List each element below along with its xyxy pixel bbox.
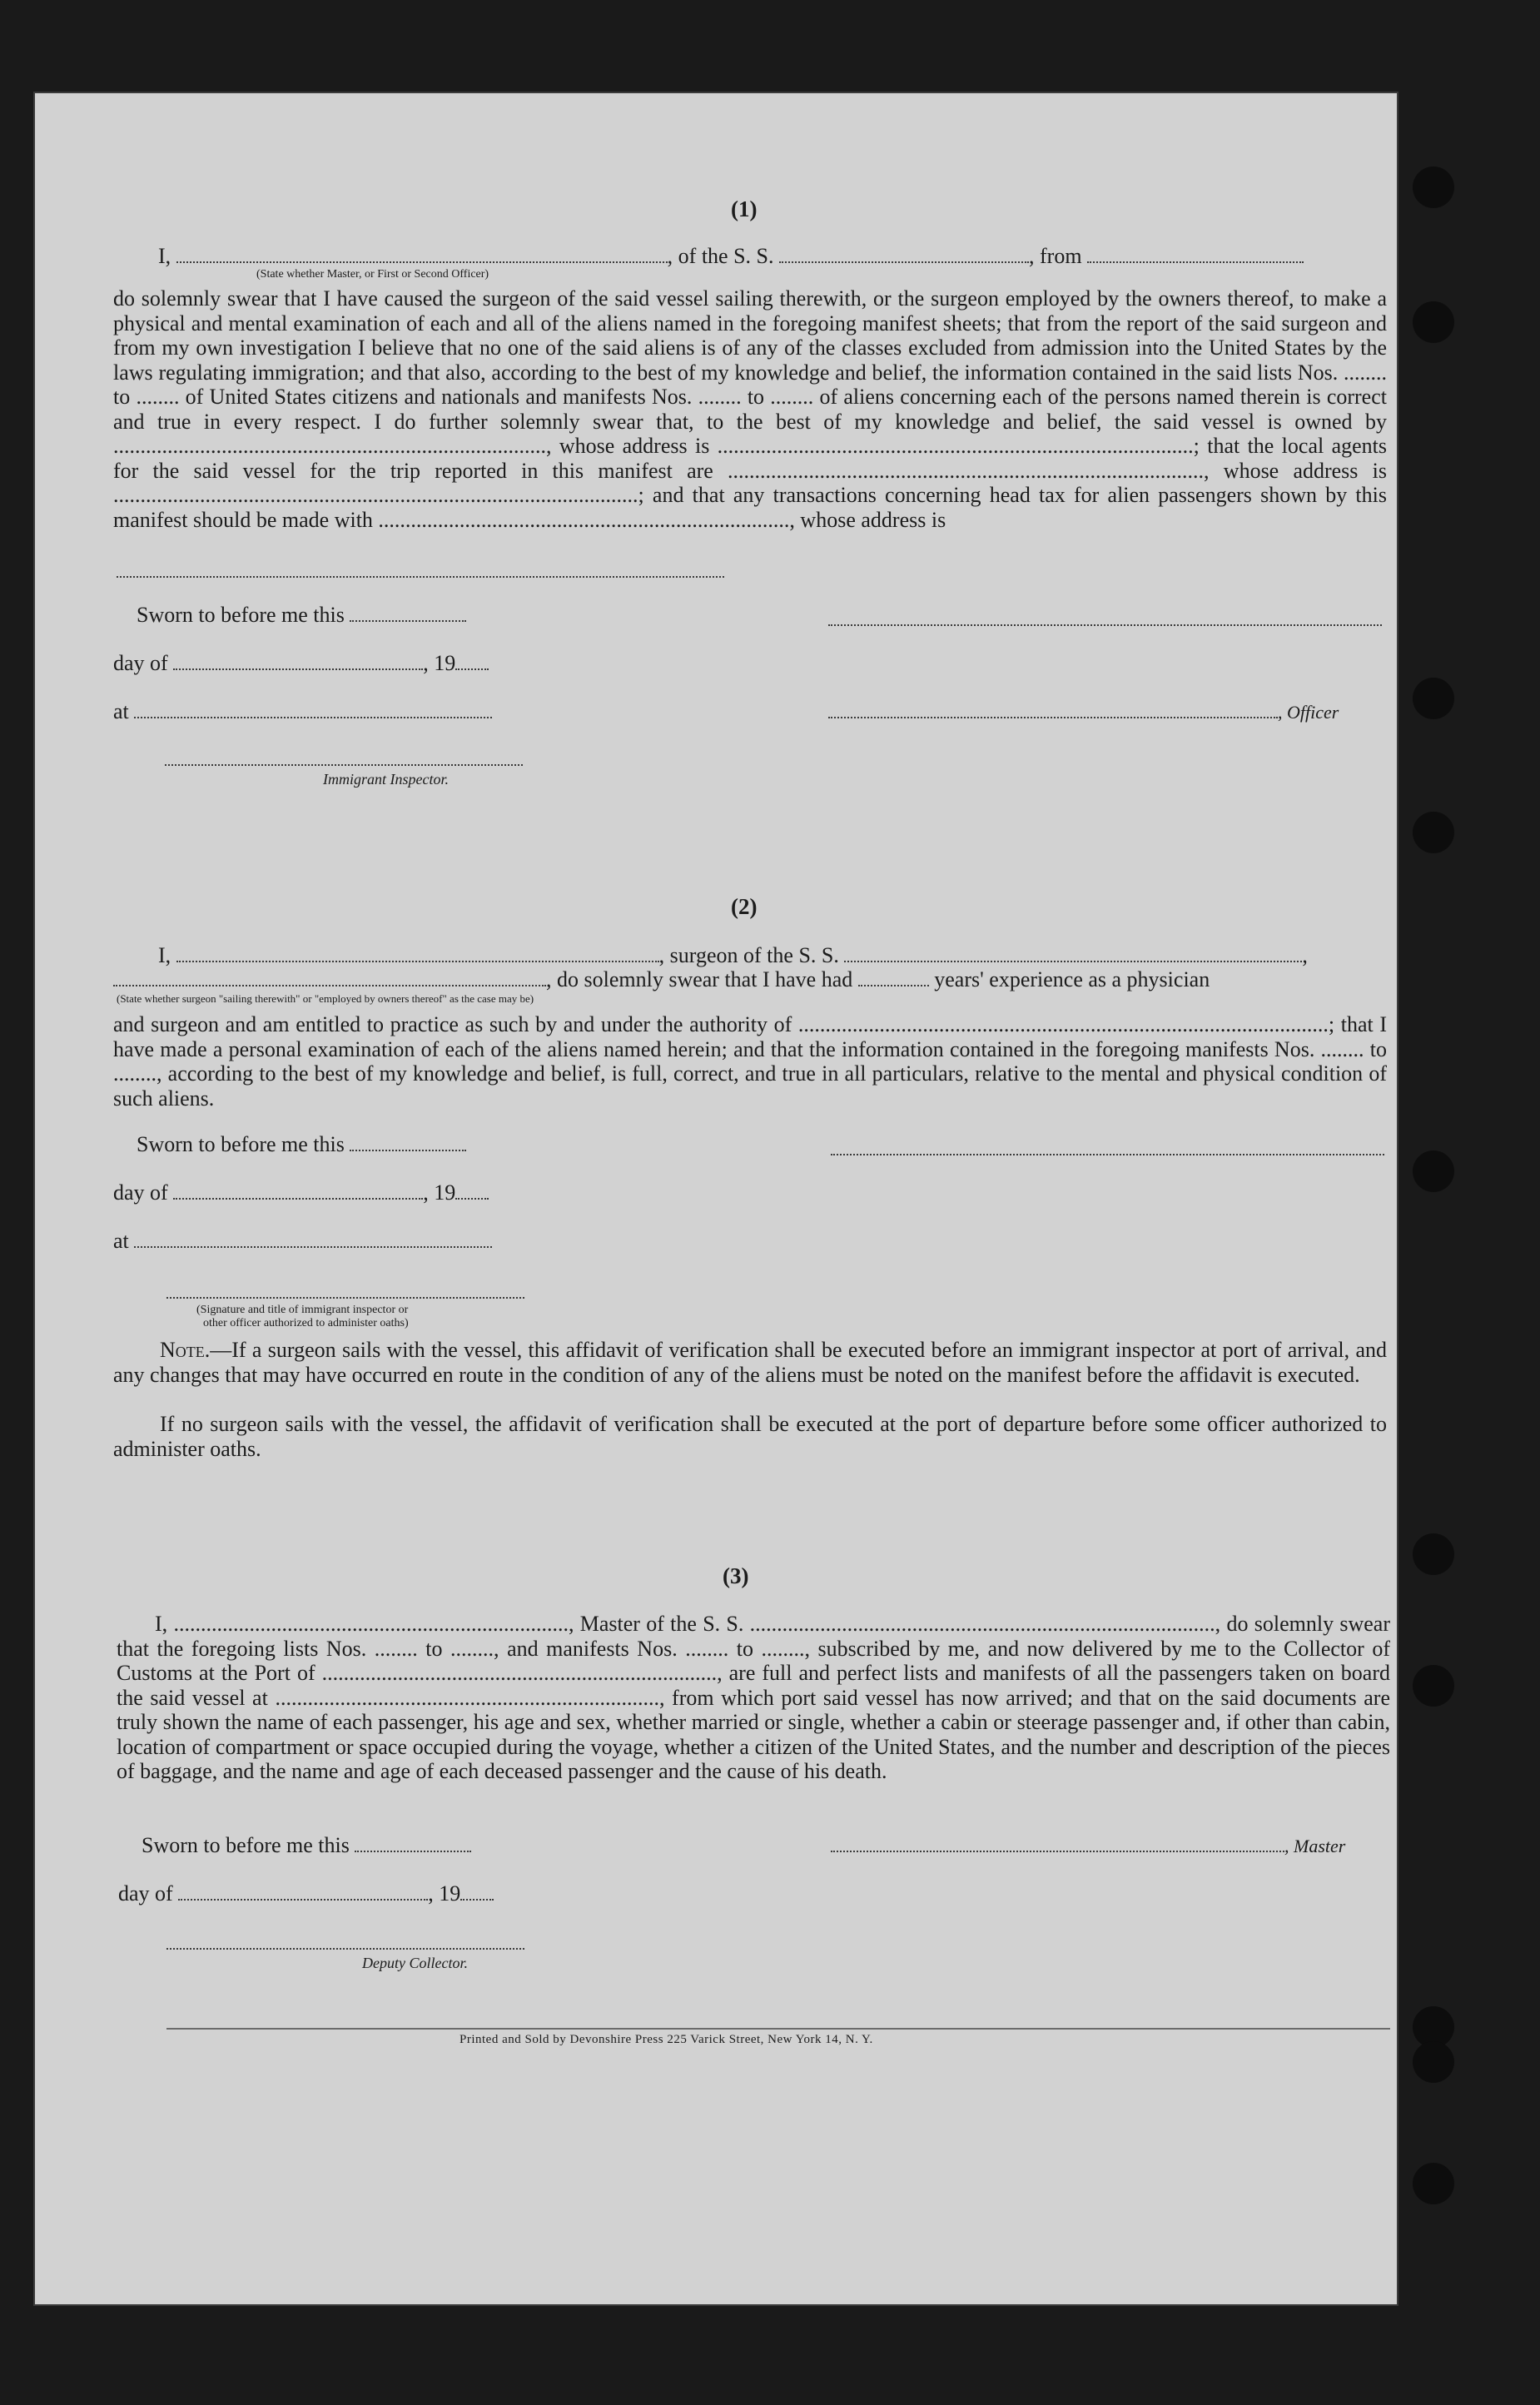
section-1-officer-blank[interactable] (828, 713, 1278, 718)
section-2-officer-line[interactable] (166, 1297, 524, 1299)
section-2-surgeon-signature-line[interactable] (831, 1154, 1384, 1155)
section-1-at: at (113, 699, 492, 724)
punch-hole-9 (1413, 2041, 1454, 2083)
punch-hole-5 (1413, 1150, 1454, 1192)
section-1-inspector-line[interactable] (165, 764, 523, 766)
section-1-trailing-blank[interactable] (117, 576, 724, 578)
section-1-officer-signature-line[interactable] (828, 624, 1382, 626)
section-1-sworn: Sworn to before me this (137, 603, 466, 628)
section-2-line-1: I, , surgeon of the S. S. , (158, 943, 1308, 967)
section-3-day-blank[interactable] (178, 1896, 428, 1901)
section-2-day-blank[interactable] (173, 1195, 423, 1200)
vessel-name-blank[interactable] (779, 258, 1029, 263)
section-3-year-blank[interactable] (460, 1896, 494, 1901)
section-2-at-blank[interactable] (134, 1243, 492, 1248)
departure-port-blank[interactable] (1087, 258, 1304, 263)
section-1-sub-caption: (State whether Master, or First or Second Officer) (256, 268, 489, 281)
section-2-sig-caption-1: (Signature and title of immigrant inspector or (196, 1304, 409, 1316)
section-1-at-blank[interactable] (134, 713, 492, 718)
section-2-day-of: day of , 19 (113, 1180, 489, 1205)
surgeon-status-blank[interactable] (113, 981, 546, 986)
section-2-sworn: Sworn to before me this (137, 1132, 466, 1157)
section-1-sworn-blank[interactable] (350, 617, 466, 622)
surgeon-name-blank[interactable] (176, 957, 659, 962)
footer-rule (166, 2028, 1390, 2030)
section-3-number: (3) (723, 1563, 749, 1588)
section-3-collector-line[interactable] (166, 1948, 524, 1950)
section-1-line-1: I, , of the S. S. , from (158, 244, 1304, 269)
section-1-day-of: day of , 19 (113, 651, 489, 676)
section-2-vessel-blank[interactable] (844, 957, 1302, 962)
printer-imprint: Printed and Sold by Devonshire Press 225 Varick Street, New York 14, N. Y. (460, 2033, 873, 2046)
punch-hole-1 (1413, 166, 1454, 208)
punch-hole-7 (1413, 1665, 1454, 1707)
section-1-day-blank[interactable] (173, 665, 423, 670)
section-3-day-of: day of , 19 (118, 1881, 494, 1906)
manifest-back-page (33, 92, 1398, 2306)
punch-hole-2 (1413, 301, 1454, 343)
section-2-sub-caption: (State whether surgeon "sailing therewith" or "employed by owners thereof" as the case may be) (117, 992, 534, 1005)
master-name-blank[interactable] (176, 258, 668, 263)
section-3-paragraph: I, ........................................................................., Master of the S. S. ......................................................................................, do solemnly swear that the foregoing lists Nos. ........ to ........, and manifests Nos. ........ to ........, subscribed by me, and now delivered by me to the Collector of Customs at the Port of ........................................................................., are full and perfect lists and manifests of all the passengers taken on board the said vessel at ......................................................................., from which port said vessel has now arrived; and that on the said documents are truly shown the name of each passenger, his age and sex, whether married or single, whether a cabin or steerage passenger and, if other than cabin, location of compartment or space occupied during the voyage, whether a citizen of the United States, and the number and description of the pieces of baggage, and the name and age of each deceased passenger and the cause of his death. (117, 1612, 1390, 1783)
punch-hole-6 (1413, 1533, 1454, 1575)
section-2-at: at (113, 1229, 492, 1254)
section-3-master: , Master (831, 1833, 1345, 1858)
note-paragraph-1: Note.—If a surgeon sails with the vessel, this affidavit of verification shall be executed before an immigrant inspector at port of arrival, and any changes that may have occurred en route in the condition of any of the aliens must be noted on the manifest before the affidavit is executed. (113, 1338, 1387, 1387)
section-3-sworn: Sworn to before me this (142, 1833, 471, 1858)
punch-hole-3 (1413, 678, 1454, 719)
section-3-master-blank[interactable] (831, 1847, 1284, 1852)
section-2-year-blank[interactable] (455, 1195, 489, 1200)
section-2-paragraph: and surgeon and am entitled to practice as such by and under the authority of ..................................................................................................; that I have made a personal examination of each of the aliens named herein; and that the information contained in the foregoing manifests Nos. ........ to ........, according to the best of my knowledge and belief, is full, correct, and true in all particulars, relative to the mental and physical condition of such aliens. (113, 1012, 1387, 1111)
note-paragraph-2: If no surgeon sails with the vessel, the affidavit of verification shall be executed at the port of departure before some officer authorized to administer oaths. (113, 1412, 1387, 1461)
section-1-officer: , Officer (828, 699, 1339, 724)
section-3-sworn-blank[interactable] (355, 1847, 471, 1852)
years-experience-blank[interactable] (858, 981, 929, 986)
bleed-through-header (366, 107, 380, 152)
section-1-inspector-caption: Immigrant Inspector. (323, 771, 449, 788)
section-2-sworn-blank[interactable] (350, 1146, 466, 1151)
section-2-number: (2) (731, 894, 758, 919)
section-1-paragraph: do solemnly swear that I have caused the surgeon of the said vessel sailing therewith, or the surgeon employed by the owners thereof, to make a physical and mental examination of each and all of the aliens named in the foregoing manifest sheets; that from the report of the said surgeon and from my own investigation I believe that no one of the said aliens is of any of the classes excluded from admission into the United States by the laws regulating immigration; and that also, according to the best of my knowledge and belief, the information contained in the said lists Nos. ........ to ........ of United States citizens and nationals and manifests Nos. ........ to ........ of aliens concerning each of the persons named therein is correct and true in every respect. I do further solemnly swear that, to the best of my knowledge and belief, the said vessel is owned by ................................................................................, whose address is ........................................................................................; that the local agents for the said vessel for the trip reported in this manifest are ........................................................................................, whose address is .................................................................................................; and that any transactions concerning head tax for alien passengers shown by this manifest should be made with ............................................................................, whose address is (113, 286, 1387, 532)
section-1-year-blank[interactable] (455, 665, 489, 670)
punch-hole-4 (1413, 812, 1454, 853)
punch-hole-10 (1413, 2163, 1454, 2204)
section-2-line-2: , do solemnly swear that I have had years' experience as a physician (113, 967, 1210, 992)
section-1-number: (1) (731, 196, 758, 221)
section-2-sig-caption-2: other officer authorized to administer oaths) (203, 1317, 409, 1329)
section-3-collector-caption: Deputy Collector. (362, 1955, 468, 1971)
